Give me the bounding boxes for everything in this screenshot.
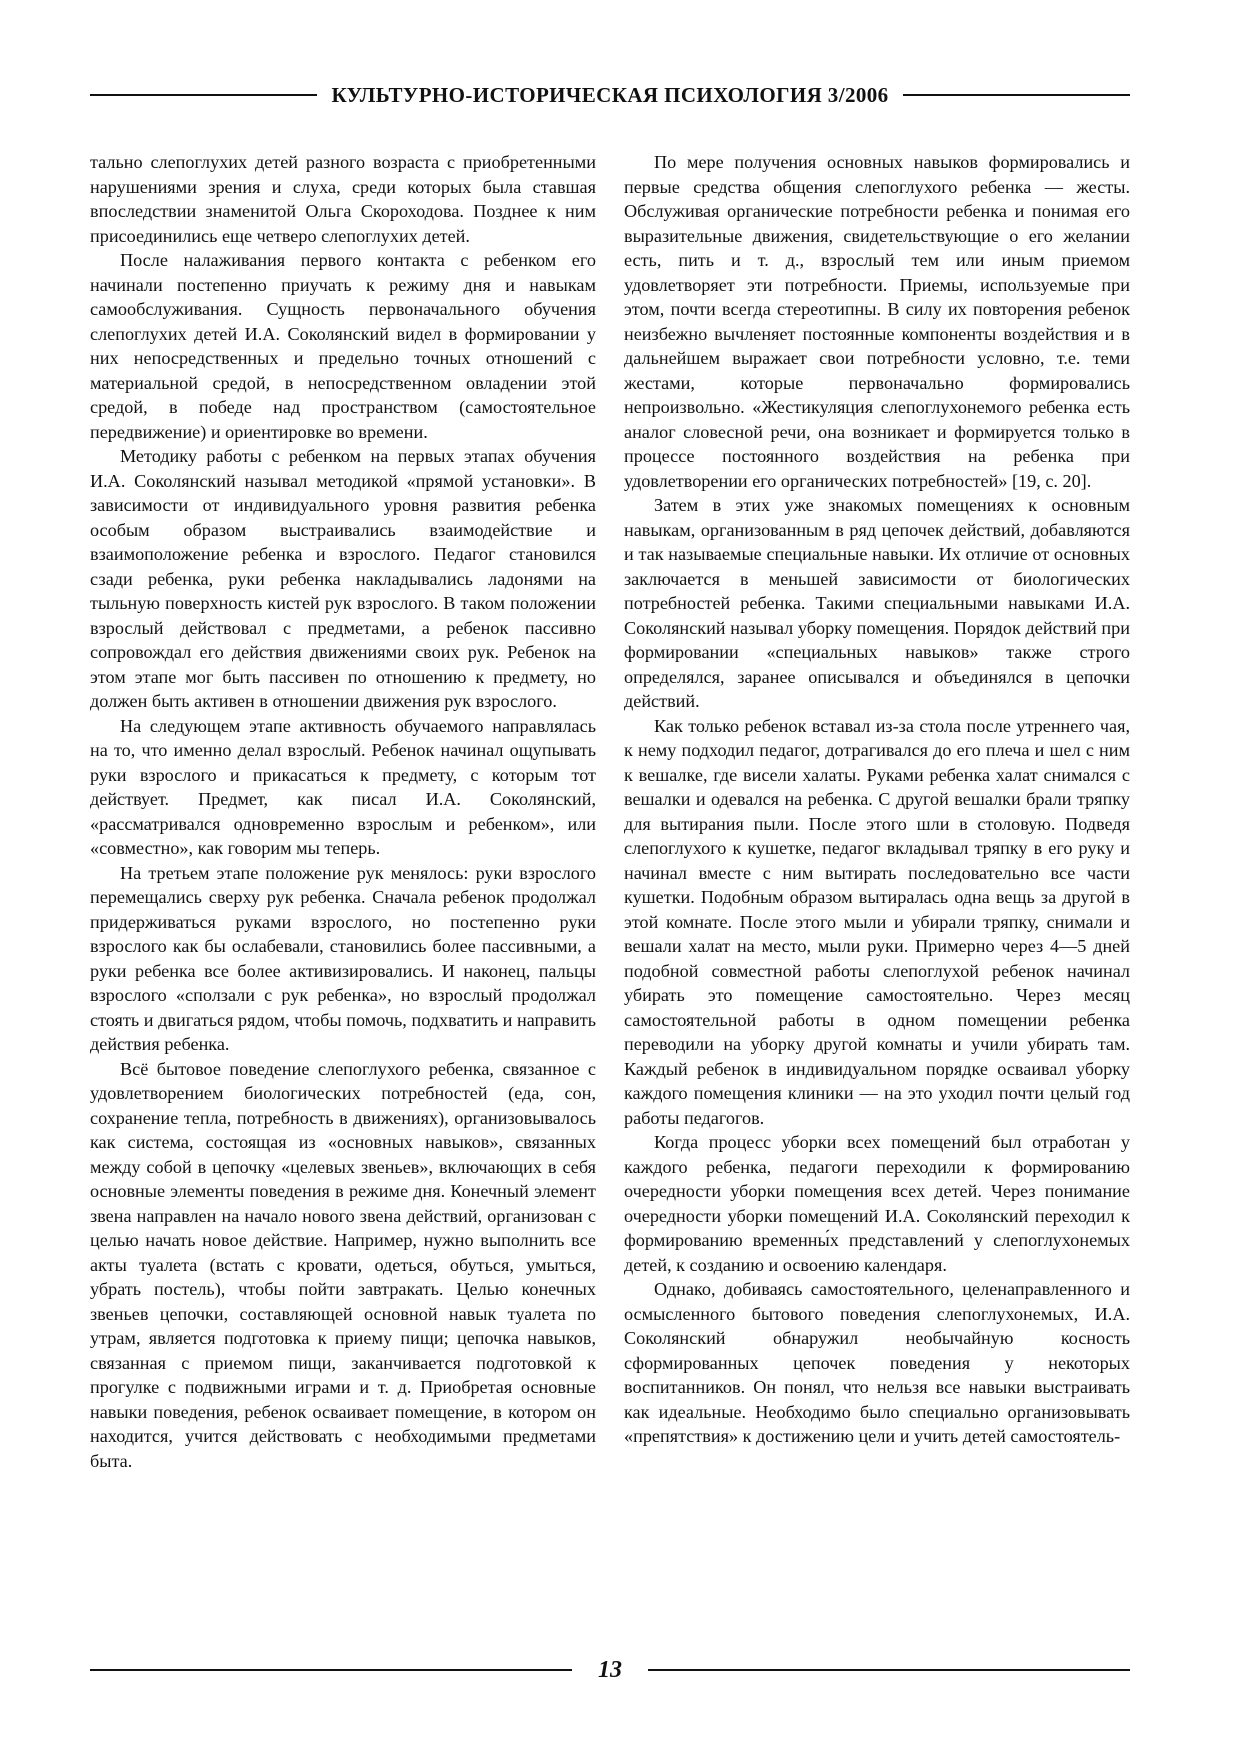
paragraph: тально слепоглухих детей разного возраста с приобретенными нарушениями зрения и слуха, среди которых была ставшая впоследствии знаменитой Ольга Скороходова. Позднее к ним присоединились еще четверо слепоглухих детей.	[90, 152, 596, 246]
running-header	[90, 80, 1130, 110]
paragraph: Всё бытовое поведение слепоглухого ребенка, связанное с удовлетворением биологических потребностей (еда, сон, сохранение тепла, потребность в движениях), организовывалось как система, состоящая из «основных навыков», связанных между собой в цепочку «целевых звеньев», включающих в себя основные элементы поведения в режиме дня. Конечный элемент звена направлен на начало нового звена действий, организован с целью начать новое действие. Например, нужно выполнить все акты туалета (встать с кровати, одеться, обуться, умыться, убрать постель), чтобы пойти завтракать. Целью конечных звеньев цепочки, составляющей основной навык туалета по утрам, является подготовка к приему пищи; цепочка навыков, связанная с приемом пищи, заканчивается подготовкой к прогулке с подвижными играми и т. д. Приобретая основные навыки поведения, ребенок осваивает помещение, в котором он находится, учится действовать с необходимыми предметами быта.	[90, 1058, 596, 1471]
paragraph: После налаживания первого контакта с ребенком его начинали постепенно приучать к режиму дня и навыкам самообслуживания. Сущность первоначального обучения слепоглухих детей И.А. Соколянский видел в формировании у них непосредственных и предельно точных отношений с материальной средой, в непосредственном овладении этой средой, в победе над пространством (самостоятельное передвижение) и ориентировке во времени.	[90, 250, 596, 442]
header-rule-right	[903, 94, 1130, 96]
page-number: 13	[598, 1656, 622, 1683]
right-column	[624, 150, 1130, 1605]
paragraph: Затем в этих уже знакомых помещениях к основным навыкам, организованным в ряд цепочек действий, добавляются и так называемые специальные навыки. Их отличие от основных заключается в меньшей зависимости от биологических потребностей ребенка. Такими специальными навыками И.А. Соколянский называл уборку помещения. Порядок действий при формировании «специальных навыков» также строго определялся, заранее описывался и объединялся в цепочки действий.	[624, 495, 1130, 711]
footer-rule-left	[90, 1669, 572, 1671]
footer-rule-right	[648, 1669, 1130, 1671]
journal-title: КУЛЬТУРНО-ИСТОРИЧЕСКАЯ ПСИХОЛОГИЯ 3/2006	[331, 82, 889, 107]
paragraph: На следующем этапе активность обучаемого направлялась на то, что именно делал взрослый. Ребенок начинал ощупывать руки взрослого и прикасаться к предмету, с которым тот действует. Предмет, как писал И.А. Соколянский, «рассматривался одновременно взрослым и ребенком», или «совместно», как говорим мы теперь.	[90, 715, 596, 858]
header-rule-left	[90, 94, 317, 96]
left-column	[90, 150, 596, 1605]
text-columns	[90, 150, 1130, 1605]
page-footer	[90, 1652, 1130, 1688]
paragraph: Как только ребенок вставал из-за стола после утреннего чая, к нему подходил педагог, дотрагивался до его плеча и шел с ним к вешалке, где висели халаты. Руками ребенка халат снимался с вешалки и одевался на ребенка. С другой вешалки брали тряпку для вытирания пыли. После этого шли в столовую. Подведя слепоглухого к кушетке, педагог вкладывал тряпку в его руку и начинал вместе с ним вытирать последовательно все части кушетки. Подобным образом вытиралась одна вещь за другой в этой комнате. После этого мыли и убирали тряпку, снимали и вешали халат на место, мыли руки. Примерно через 4—5 дней подобной совместной работы слепоглухой ребенок начинал убирать это помещение самостоятельно. Через месяц самостоятельной работы в одном помещении ребенка переводили на уборку другой комнаты и учили убирать там. Каждый ребенок в индивидуальном порядке осваивал уборку каждого помещения клиники — на это уходил почти целый год работы педагогов.	[624, 715, 1130, 1128]
paragraph: Методику работы с ребенком на первых этапах обучения И.А. Соколянский называл методикой «прямой установки». В зависимости от индивидуального уровня развития ребенка особым образом выстраивались взаимодействие и взаимоположение ребенка и взрослого. Педагог становился сзади ребенка, руки ребенка накладывались ладонями на тыльную поверхность кистей рук взрослого. В таком положении взрослый действовал с предметами, а ребенок пассивно сопровождал его действия движениями своих рук. Ребенок на этом этапе мог быть пассивен по отношению к предмету, но должен быть активен в отношении движения рук взрослого.	[90, 446, 596, 711]
paragraph: Однако, добиваясь самостоятельного, целенаправленного и осмысленного бытового поведения слепоглухонемых, И.А. Соколянский обнаружил необычайную косность сформированных цепочек поведения у некоторых воспитанников. Он понял, что нельзя все навыки выстраивать как идеальные. Необходимо было специально организовывать «препятствия» к достижению цели и учить детей самостоятель-	[624, 1279, 1130, 1446]
paragraph: На третьем этапе положение рук менялось: руки взрослого перемещались сверху рук ребенка. Сначала ребенок продолжал придерживаться руками взрослого, но постепенно руки взрослого как бы ослабевали, становились более пассивными, а руки ребенка все более активизировались. И наконец, пальцы взрослого «сползали с рук ребенка», но взрослый продолжал стоять и двигаться рядом, чтобы помочь, подхватить и направить действия ребенка.	[90, 862, 596, 1054]
paragraph: По мере получения основных навыков формировались и первые средства общения слепоглухого ребенка — жесты. Обслуживая органические потребности ребенка и понимая его выразительные движения, свидетельствующие о его желании есть, пить и т. д., взрослый тем или иным приемом удовлетворяет эти потребности. Приемы, используемые при этом, почти всегда стереотипны. В силу их повторения ребенок неизбежно вычленяет постоянные компоненты воздействия и в дальнейшем выражает свои потребности условно, т.е. теми жестами, которые первоначально формировались непроизвольно. «Жестикуляция слепоглухонемого ребенка есть аналог словесной речи, она возникает и формируется только в процессе постоянного воздействия на ребенка при удовлетворении его органических потребностей» [19, с. 20].	[624, 152, 1130, 491]
paragraph: Когда процесс уборки всех помещений был отработан у каждого ребенка, педагоги переходили к формированию очередности уборки помещения всех детей. Через понимание очередности уборки помещений И.А. Соколянский переходил к формированию временны́х представлений у слепоглухонемых детей, к созданию и освоению календаря.	[624, 1132, 1130, 1275]
